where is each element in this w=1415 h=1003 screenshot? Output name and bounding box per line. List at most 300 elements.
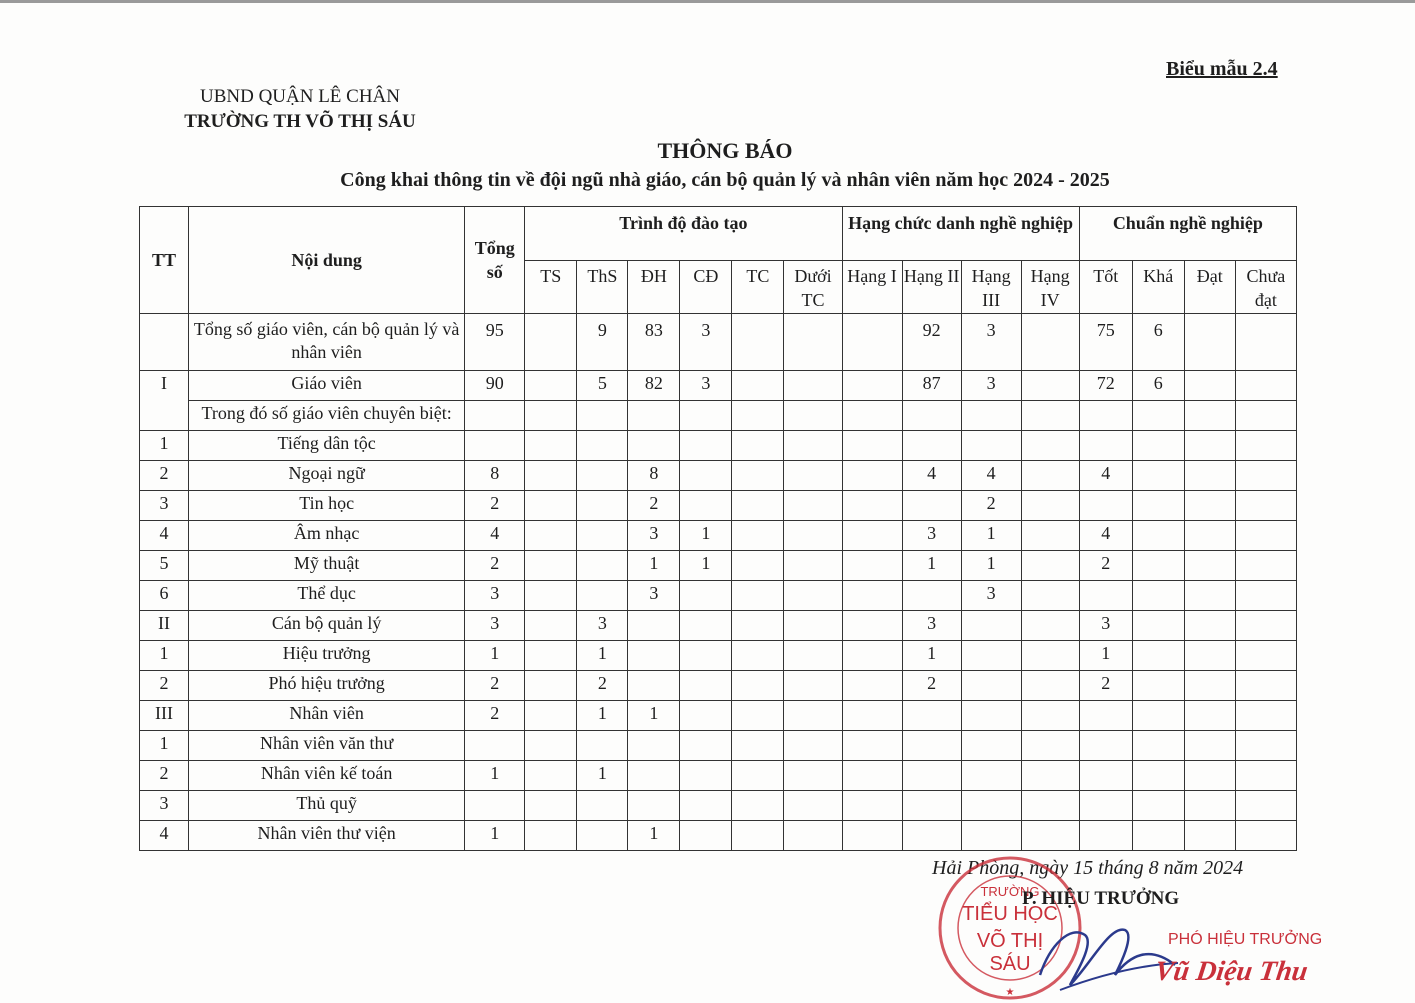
cell-total: 8 (465, 461, 525, 491)
cell-ths: 1 (577, 641, 628, 671)
cell-tc (732, 314, 784, 371)
cell-duoi-tc (784, 371, 842, 401)
cell-tt: 1 (140, 731, 189, 761)
cell-dh (628, 431, 680, 461)
cell-kha (1132, 491, 1184, 521)
cell-tc (732, 491, 784, 521)
cell-tt: I (140, 371, 189, 431)
cell-ths (577, 821, 628, 851)
cell-hang4 (1021, 641, 1079, 671)
cell-chua-dat (1235, 761, 1296, 791)
cell-chua-dat (1235, 581, 1296, 611)
cell-tc (732, 431, 784, 461)
header-standard-col: Đạt (1184, 261, 1235, 314)
cell-duoi-tc (784, 701, 842, 731)
cell-ts (525, 791, 577, 821)
cell-hang1 (842, 371, 902, 401)
cell-kha (1132, 701, 1184, 731)
cell-cd (680, 821, 732, 851)
cell-kha (1132, 521, 1184, 551)
cell-dh: 2 (628, 491, 680, 521)
cell-tot: 2 (1079, 551, 1132, 581)
cell-dat (1184, 791, 1235, 821)
cell-hang4 (1021, 791, 1079, 821)
cell-chua-dat (1235, 791, 1296, 821)
cell-kha: 6 (1132, 314, 1184, 371)
cell-kha (1132, 401, 1184, 431)
cell-total (465, 401, 525, 431)
cell-hang2: 3 (902, 611, 961, 641)
cell-content: Nhân viên văn thư (189, 731, 465, 761)
cell-ts (525, 431, 577, 461)
cell-tot (1079, 821, 1132, 851)
document-subtitle: Công khai thông tin về đội ngũ nhà giáo, cán bộ quản lý và nhân viên năm học 2024 - 2025 (340, 169, 1110, 191)
cell-hang3 (961, 401, 1021, 431)
cell-tot: 4 (1079, 461, 1132, 491)
cell-hang4 (1021, 401, 1079, 431)
cell-chua-dat (1235, 731, 1296, 761)
organization-header (165, 84, 435, 134)
cell-ts (525, 314, 577, 371)
cell-dat (1184, 641, 1235, 671)
cell-cd (680, 701, 732, 731)
cell-tt: 1 (140, 431, 189, 461)
cell-tot: 1 (1079, 641, 1132, 671)
cell-content: Ngoại ngữ (189, 461, 465, 491)
cell-chua-dat (1235, 461, 1296, 491)
cell-dat (1184, 461, 1235, 491)
cell-hang4 (1021, 431, 1079, 461)
cell-tc (732, 761, 784, 791)
header-rank-group: Hạng chức danh nghề nghiệp (842, 207, 1079, 261)
cell-tot: 3 (1079, 611, 1132, 641)
cell-hang2: 92 (902, 314, 961, 371)
table-row (140, 671, 1297, 701)
cell-kha (1132, 611, 1184, 641)
cell-tt: 1 (140, 641, 189, 671)
cell-cd (680, 791, 732, 821)
cell-hang3: 2 (961, 491, 1021, 521)
cell-ts (525, 581, 577, 611)
cell-ths (577, 461, 628, 491)
cell-duoi-tc (784, 431, 842, 461)
cell-hang1 (842, 641, 902, 671)
cell-hang3 (961, 611, 1021, 641)
cell-duoi-tc (784, 314, 842, 371)
cell-ths (577, 551, 628, 581)
cell-hang4 (1021, 671, 1079, 701)
cell-hang3: 3 (961, 314, 1021, 371)
cell-kha (1132, 581, 1184, 611)
cell-dh: 1 (628, 551, 680, 581)
header-rank-col: Hạng II (902, 261, 961, 314)
cell-duoi-tc (784, 641, 842, 671)
cell-hang4 (1021, 491, 1079, 521)
cell-tc (732, 401, 784, 431)
cell-cd (680, 611, 732, 641)
cell-ths: 9 (577, 314, 628, 371)
cell-hang3: 3 (961, 581, 1021, 611)
cell-tot (1079, 581, 1132, 611)
cell-ts (525, 761, 577, 791)
cell-hang1 (842, 491, 902, 521)
cell-cd (680, 431, 732, 461)
cell-tc (732, 641, 784, 671)
cell-hang1 (842, 581, 902, 611)
cell-total: 4 (465, 521, 525, 551)
cell-cd (680, 671, 732, 701)
cell-tt: 2 (140, 761, 189, 791)
cell-dh: 83 (628, 314, 680, 371)
cell-tt: II (140, 611, 189, 641)
cell-dat (1184, 401, 1235, 431)
cell-content: Hiệu trưởng (189, 641, 465, 671)
cell-content: Cán bộ quản lý (189, 611, 465, 641)
cell-kha: 6 (1132, 371, 1184, 401)
cell-hang1 (842, 551, 902, 581)
cell-dh (628, 401, 680, 431)
cell-chua-dat (1235, 491, 1296, 521)
cell-duoi-tc (784, 731, 842, 761)
cell-ts (525, 491, 577, 521)
cell-hang2 (902, 821, 961, 851)
cell-dh (628, 731, 680, 761)
cell-duoi-tc (784, 611, 842, 641)
cell-chua-dat (1235, 401, 1296, 431)
cell-cd: 1 (680, 521, 732, 551)
cell-duoi-tc (784, 521, 842, 551)
cell-hang4 (1021, 701, 1079, 731)
table-row (140, 611, 1297, 641)
cell-tt: 6 (140, 581, 189, 611)
cell-ts (525, 701, 577, 731)
cell-content: Nhân viên (189, 701, 465, 731)
cell-ths (577, 791, 628, 821)
cell-dh: 3 (628, 581, 680, 611)
table-row (140, 791, 1297, 821)
cell-hang3 (961, 701, 1021, 731)
cell-tc (732, 791, 784, 821)
cell-kha (1132, 671, 1184, 701)
cell-chua-dat (1235, 371, 1296, 401)
cell-dat (1184, 761, 1235, 791)
cell-duoi-tc (784, 761, 842, 791)
cell-chua-dat (1235, 551, 1296, 581)
cell-hang1 (842, 431, 902, 461)
header-training-col: TC (732, 261, 784, 314)
cell-total: 2 (465, 491, 525, 521)
cell-hang4 (1021, 371, 1079, 401)
cell-tt: 2 (140, 671, 189, 701)
cell-content: Tin học (189, 491, 465, 521)
cell-tot: 72 (1079, 371, 1132, 401)
cell-tc (732, 581, 784, 611)
cell-total: 1 (465, 761, 525, 791)
cell-hang1 (842, 821, 902, 851)
cell-duoi-tc (784, 581, 842, 611)
cell-ths (577, 401, 628, 431)
cell-hang2 (902, 731, 961, 761)
cell-hang1 (842, 401, 902, 431)
cell-content: Phó hiệu trưởng (189, 671, 465, 701)
cell-hang4 (1021, 761, 1079, 791)
table-row (140, 701, 1297, 731)
cell-ts (525, 521, 577, 551)
cell-content: Nhân viên kế toán (189, 761, 465, 791)
cell-kha (1132, 731, 1184, 761)
cell-content: Trong đó số giáo viên chuyên biệt: (189, 401, 465, 431)
cell-tt (140, 314, 189, 371)
cell-dh: 1 (628, 701, 680, 731)
signing-date: Hải Phòng, ngày 15 tháng 8 năm 2024 (932, 857, 1244, 879)
cell-total: 90 (465, 371, 525, 401)
cell-hang3 (961, 821, 1021, 851)
cell-hang4 (1021, 731, 1079, 761)
cell-tc (732, 551, 784, 581)
cell-tc (732, 461, 784, 491)
cell-tot (1079, 761, 1132, 791)
cell-hang2: 2 (902, 671, 961, 701)
cell-hang3: 1 (961, 551, 1021, 581)
cell-hang4 (1021, 821, 1079, 851)
scan-edge-line (0, 0, 1415, 3)
cell-hang3: 1 (961, 521, 1021, 551)
header-standard-col: Tốt (1079, 261, 1132, 314)
cell-tot: 4 (1079, 521, 1132, 551)
cell-hang3 (961, 761, 1021, 791)
cell-ths: 1 (577, 761, 628, 791)
cell-hang2: 3 (902, 521, 961, 551)
cell-hang3 (961, 791, 1021, 821)
cell-hang4 (1021, 521, 1079, 551)
district-name: UBND QUẬN LÊ CHÂN (199, 86, 401, 107)
cell-content: Âm nhạc (189, 521, 465, 551)
cell-chua-dat (1235, 314, 1296, 371)
cell-content: Thủ quỹ (189, 791, 465, 821)
cell-ths (577, 581, 628, 611)
header-training-col: ĐH (628, 261, 680, 314)
cell-hang2: 1 (902, 641, 961, 671)
cell-dat (1184, 521, 1235, 551)
cell-hang4 (1021, 551, 1079, 581)
cell-hang1 (842, 671, 902, 701)
cell-total: 95 (465, 314, 525, 371)
cell-ts (525, 401, 577, 431)
cell-tc (732, 731, 784, 761)
table-row (140, 731, 1297, 761)
cell-hang3 (961, 731, 1021, 761)
cell-cd: 3 (680, 314, 732, 371)
table-row (140, 551, 1297, 581)
cell-hang2 (902, 581, 961, 611)
cell-hang1 (842, 761, 902, 791)
cell-hang1 (842, 521, 902, 551)
cell-hang1 (842, 731, 902, 761)
cell-hang2: 4 (902, 461, 961, 491)
cell-chua-dat (1235, 701, 1296, 731)
signer-title-stamp: PHÓ HIỆU TRƯỞNG (1168, 931, 1323, 948)
cell-dat (1184, 551, 1235, 581)
table-row (140, 521, 1297, 551)
cell-total: 3 (465, 581, 525, 611)
table-row (140, 761, 1297, 791)
header-training-col: TS (525, 261, 577, 314)
cell-dat (1184, 821, 1235, 851)
cell-dat (1184, 314, 1235, 371)
cell-ths: 3 (577, 611, 628, 641)
cell-chua-dat (1235, 611, 1296, 641)
cell-hang2 (902, 761, 961, 791)
cell-cd (680, 641, 732, 671)
cell-tc (732, 371, 784, 401)
cell-ts (525, 641, 577, 671)
cell-tc (732, 701, 784, 731)
cell-hang1 (842, 314, 902, 371)
cell-hang1 (842, 791, 902, 821)
cell-ths (577, 431, 628, 461)
cell-hang2 (902, 401, 961, 431)
cell-content: Giáo viên (189, 371, 465, 401)
cell-duoi-tc (784, 791, 842, 821)
cell-chua-dat (1235, 671, 1296, 701)
header-rank-col: Hạng I (842, 261, 902, 314)
cell-hang3: 4 (961, 461, 1021, 491)
cell-hang4 (1021, 581, 1079, 611)
header-rank-col: Hạng IV (1021, 261, 1079, 314)
cell-duoi-tc (784, 461, 842, 491)
cell-dat (1184, 701, 1235, 731)
stamp-text-line3: VÕ THỊ SÁU (976, 930, 1044, 975)
cell-hang2 (902, 701, 961, 731)
cell-total: 2 (465, 671, 525, 701)
cell-tc (732, 671, 784, 701)
cell-tot (1079, 491, 1132, 521)
cell-tot: 2 (1079, 671, 1132, 701)
cell-content: Nhân viên thư viện (189, 821, 465, 851)
cell-dat (1184, 581, 1235, 611)
cell-total (465, 731, 525, 761)
cell-total (465, 791, 525, 821)
cell-chua-dat (1235, 821, 1296, 851)
cell-hang4 (1021, 611, 1079, 641)
cell-total: 1 (465, 821, 525, 851)
cell-dh: 82 (628, 371, 680, 401)
cell-dh (628, 791, 680, 821)
cell-total (465, 431, 525, 461)
table-body (140, 314, 1297, 851)
cell-ts (525, 821, 577, 851)
signer-role: P. HIỆU TRƯỞNG (1022, 888, 1180, 909)
stamp-text-line2: TIỂU HỌC (962, 903, 1058, 925)
cell-cd (680, 491, 732, 521)
cell-cd (680, 461, 732, 491)
cell-duoi-tc (784, 491, 842, 521)
staff-table (139, 206, 1297, 851)
cell-hang3: 3 (961, 371, 1021, 401)
cell-ths: 5 (577, 371, 628, 401)
cell-hang2: 1 (902, 551, 961, 581)
cell-ths: 2 (577, 671, 628, 701)
cell-cd: 1 (680, 551, 732, 581)
header-content: Nội dung (189, 207, 465, 314)
header-standard-col: Chưa đạt (1235, 261, 1296, 314)
cell-ths (577, 731, 628, 761)
cell-ths: 1 (577, 701, 628, 731)
form-label: Biểu mẫu 2.4 (1166, 58, 1278, 80)
cell-kha (1132, 641, 1184, 671)
cell-chua-dat (1235, 431, 1296, 461)
cell-hang2 (902, 791, 961, 821)
cell-hang1 (842, 611, 902, 641)
cell-tot (1079, 701, 1132, 731)
cell-tot (1079, 431, 1132, 461)
cell-dh (628, 671, 680, 701)
cell-tc (732, 611, 784, 641)
header-standard-col: Khá (1132, 261, 1184, 314)
header-rank-col: Hạng III (961, 261, 1021, 314)
cell-tt: 3 (140, 491, 189, 521)
cell-dat (1184, 731, 1235, 761)
header-training-col: ThS (577, 261, 628, 314)
cell-dh (628, 611, 680, 641)
table-row (140, 314, 1297, 371)
cell-cd: 3 (680, 371, 732, 401)
table-row (140, 461, 1297, 491)
table-row (140, 641, 1297, 671)
signer-name: Vũ Diệu Thu (1152, 956, 1310, 987)
cell-dat (1184, 611, 1235, 641)
header-training-group: Trình độ đào tạo (525, 207, 842, 261)
cell-ts (525, 461, 577, 491)
cell-cd (680, 761, 732, 791)
cell-total: 3 (465, 611, 525, 641)
cell-cd (680, 401, 732, 431)
cell-hang4 (1021, 461, 1079, 491)
cell-dat (1184, 431, 1235, 461)
cell-kha (1132, 821, 1184, 851)
cell-duoi-tc (784, 551, 842, 581)
cell-duoi-tc (784, 401, 842, 431)
cell-hang3 (961, 671, 1021, 701)
cell-ts (525, 671, 577, 701)
cell-content: Mỹ thuật (189, 551, 465, 581)
cell-hang3 (961, 431, 1021, 461)
header-training-col: CĐ (680, 261, 732, 314)
cell-chua-dat (1235, 521, 1296, 551)
cell-dh (628, 761, 680, 791)
svg-text:★: ★ (1005, 987, 1015, 998)
cell-cd (680, 731, 732, 761)
cell-kha (1132, 761, 1184, 791)
stamp-text-line1: TRƯỜNG (980, 884, 1040, 899)
cell-ts (525, 371, 577, 401)
cell-tt: 2 (140, 461, 189, 491)
cell-content: Thể dục (189, 581, 465, 611)
document-title: THÔNG BÁO (657, 138, 793, 163)
table-row (140, 491, 1297, 521)
cell-ts (525, 551, 577, 581)
cell-total: 2 (465, 701, 525, 731)
cell-ts (525, 611, 577, 641)
cell-duoi-tc (784, 821, 842, 851)
cell-kha (1132, 551, 1184, 581)
cell-total: 1 (465, 641, 525, 671)
cell-tt: 3 (140, 791, 189, 821)
cell-dat (1184, 371, 1235, 401)
cell-dh (628, 641, 680, 671)
header-training-col: Dưới TC (784, 261, 842, 314)
cell-ths (577, 491, 628, 521)
